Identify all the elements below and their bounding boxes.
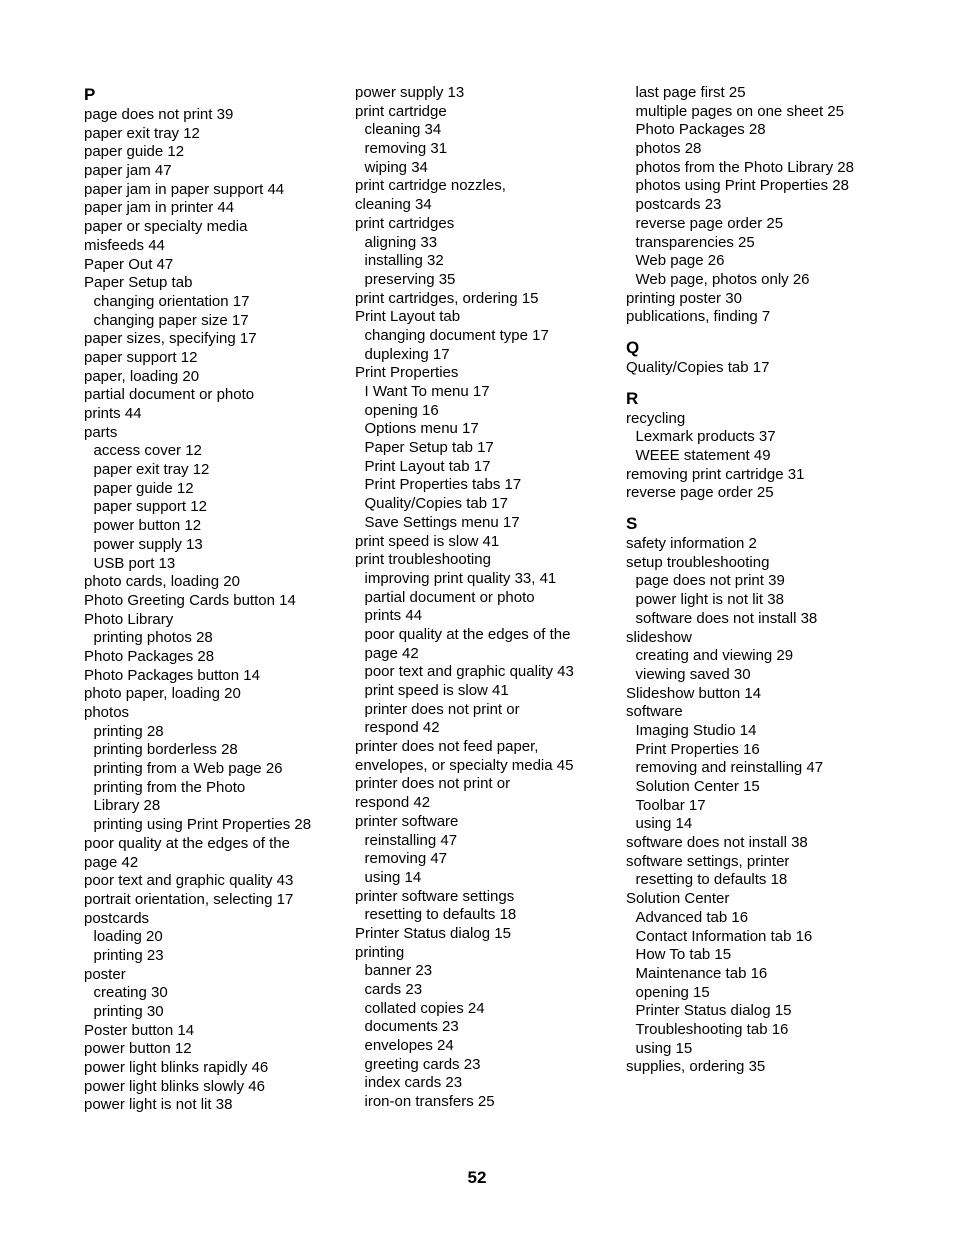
index-entry: page 42	[84, 853, 139, 871]
index-entry: page does not print 39	[84, 106, 234, 123]
index-entry: power light blinks rapidly 46	[84, 1059, 269, 1077]
index-subentry: Imaging Studio 14	[635, 721, 757, 739]
index-section-letter: S	[626, 514, 638, 534]
index-entry: portrait orientation, selecting 17	[84, 890, 294, 908]
index-entry: publications, finding 7	[626, 308, 771, 326]
index-subentry: Web page 26	[635, 252, 725, 270]
index-entry: Photo Greeting Cards button 14	[84, 591, 296, 609]
index-subentry: opening 16	[364, 401, 439, 419]
index-subentry: Photo Packages 28	[635, 121, 766, 139]
index-entry: print speed is slow 41	[355, 532, 500, 550]
index-column-3	[626, 84, 926, 1077]
index-entry: photo cards, loading 20	[84, 573, 240, 591]
index-subentry: printing 28	[93, 722, 164, 740]
index-subentry: prints 44	[364, 607, 423, 625]
index-subentry: iron-on transfers 25	[364, 1093, 495, 1111]
index-entry: supplies, ordering 35	[626, 1058, 766, 1076]
index-subentry: removing and reinstalling 47	[635, 759, 824, 777]
index-entry: print cartridges	[355, 214, 455, 232]
index-subentry: poor quality at the edges of the	[364, 625, 571, 643]
index-entry: printer does not feed paper,	[355, 738, 539, 756]
index-subentry: paper guide 12	[93, 479, 194, 497]
index-subentry: transparencies 25	[635, 233, 755, 251]
index-entry: paper guide 12	[84, 143, 185, 161]
index-subentry: paper support 12	[93, 498, 207, 516]
index-entry: power supply 13	[355, 84, 465, 101]
index-subentry: page does not print 39	[635, 572, 785, 590]
index-entry: power light blinks slowly 46	[84, 1077, 265, 1095]
index-entry: slideshow	[626, 628, 692, 646]
index-entry: power light is not lit 38	[84, 1096, 233, 1114]
index-subentry: printing photos 28	[93, 629, 213, 647]
index-subentry: reverse page order 25	[635, 214, 784, 232]
index-subentry: printer does not print or	[364, 700, 520, 718]
index-entry: printer software	[355, 812, 459, 830]
index-entry: software settings, printer	[626, 852, 790, 870]
index-subentry: reinstalling 47	[364, 831, 458, 849]
index-subentry: respond 42	[364, 719, 440, 737]
index-entry: Photo Packages button 14	[84, 666, 260, 684]
index-subentry: Contact Information tab 16	[635, 927, 813, 945]
index-subentry: using 14	[364, 868, 422, 886]
index-entry: print cartridge nozzles,	[355, 177, 506, 195]
index-subentry: Print Properties tabs 17	[364, 476, 522, 494]
index-entry: Poster button 14	[84, 1021, 195, 1039]
index-subentry: creating 30	[93, 984, 168, 1002]
index-entry: poster	[84, 965, 126, 983]
index-subentry: Printer Status dialog 15	[635, 1002, 792, 1020]
index-subentry: printing 30	[93, 1003, 164, 1020]
index-subentry: photos 28	[635, 140, 702, 158]
index-entry: removing print cartridge 31	[626, 465, 805, 483]
index-entry: safety information 2	[626, 535, 757, 553]
index-subentry: Solution Center 15	[635, 778, 760, 795]
index-entry: Photo Library	[84, 610, 174, 628]
index-subentry: loading 20	[93, 928, 163, 946]
index-subentry: paper exit tray 12	[93, 461, 210, 479]
index-section-letter: P	[84, 85, 96, 104]
index-entry: partial document or photo	[84, 386, 255, 404]
index-subentry: How To tab 15	[635, 946, 732, 964]
index-subentry: improving print quality 33, 41	[364, 569, 557, 587]
index-subentry: viewing saved 30	[635, 665, 751, 683]
index-section-letter: Q	[626, 337, 640, 357]
index-subentry: last page first 25	[635, 84, 746, 101]
index-subentry: printing 23	[93, 946, 164, 964]
index-subentry: page 42	[364, 644, 419, 662]
index-subentry: wiping 34	[364, 158, 428, 176]
index-subentry: aligning 33	[364, 233, 438, 251]
index-subentry: collated copies 24	[364, 999, 485, 1017]
index-subentry: printing borderless 28	[93, 741, 238, 759]
index-subentry: Library 28	[93, 797, 161, 815]
index-entry: Slideshow button 14	[626, 684, 762, 702]
index-entry: paper, loading 20	[84, 367, 200, 385]
index-subentry: changing orientation 17	[93, 292, 250, 310]
index-entry: software does not install 38	[626, 834, 808, 852]
index-subentry: partial document or photo	[364, 588, 535, 606]
index-entry: paper sizes, specifying 17	[84, 330, 257, 348]
index-subentry: cleaning 34	[364, 121, 442, 139]
index-subentry: removing 31	[364, 140, 448, 158]
index-entry: poor quality at the edges of the	[84, 834, 290, 852]
index-entry: misfeeds 44	[84, 236, 165, 254]
index-subentry: envelopes 24	[364, 1037, 454, 1055]
index-subentry: Troubleshooting tab 16	[635, 1020, 789, 1038]
index-subentry: removing 47	[364, 850, 448, 868]
index-subentry: Print Layout tab 17	[364, 457, 491, 475]
index-subentry: power supply 13	[93, 535, 203, 553]
index-subentry: creating and viewing 29	[635, 647, 794, 665]
index-entry: paper jam in paper support 44	[84, 180, 285, 198]
index-subentry: printing using Print Properties 28	[93, 816, 312, 834]
index-entry: photos	[84, 704, 130, 721]
index-entry: printing poster 30	[626, 289, 742, 307]
index-entry: prints 44	[84, 405, 142, 422]
index-subentry: Paper Setup tab 17	[364, 439, 494, 457]
index-entry: Quality/Copies tab 17	[626, 358, 770, 376]
index-subentry: photos using Print Properties 28	[635, 177, 849, 195]
index-entry: respond 42	[355, 794, 431, 812]
index-subentry: index cards 23	[364, 1074, 463, 1092]
index-subentry: changing document type 17	[364, 326, 549, 344]
index-entry: power button 12	[84, 1040, 192, 1058]
index-column-2	[355, 84, 620, 1112]
index-subentry: power button 12	[93, 517, 202, 535]
page-number: 52	[467, 1168, 487, 1187]
index-entry: Paper Setup tab	[84, 274, 193, 292]
index-entry: envelopes, or specialty media 45	[355, 756, 574, 774]
index-subentry: Web page, photos only 26	[635, 270, 810, 288]
index-subentry: Save Settings menu 17	[364, 513, 520, 531]
index-subentry: printing from the Photo	[93, 778, 246, 796]
index-column-1	[84, 84, 349, 1115]
index-subentry: I Want To menu 17	[364, 383, 490, 400]
index-entry: Solution Center	[626, 890, 730, 908]
index-subentry: Lexmark products 37	[635, 428, 776, 446]
index-entry: printing	[355, 943, 405, 961]
index-subentry: printing from a Web page 26	[93, 760, 283, 778]
index-subentry: greeting cards 23	[364, 1055, 481, 1073]
index-subentry: cards 23	[364, 981, 423, 998]
index-entry: setup troubleshooting	[626, 553, 770, 571]
index-entry: paper exit tray 12	[84, 124, 200, 142]
index-entry: recycling	[626, 409, 686, 427]
index-subentry: print speed is slow 41	[364, 682, 509, 699]
index-subentry: Options menu 17	[364, 420, 479, 438]
index-entry: Photo Packages 28	[84, 647, 215, 665]
index-entry: postcards	[84, 909, 150, 927]
index-subentry: preserving 35	[364, 270, 456, 288]
index-subentry: multiple pages on one sheet 25	[635, 102, 844, 120]
index-entry: paper or specialty media	[84, 218, 248, 236]
index-subentry: poor text and graphic quality 43	[364, 663, 574, 681]
index-entry: Paper Out 47	[84, 255, 174, 273]
index-subentry: using 15	[635, 1039, 693, 1057]
index-entry: paper support 12	[84, 348, 198, 366]
index-entry: paper jam 47	[84, 162, 172, 180]
index-entry: print cartridge	[355, 102, 447, 120]
index-subentry: opening 15	[635, 983, 710, 1001]
index-subentry: power light is not lit 38	[635, 591, 784, 609]
index-entry: cleaning 34	[355, 196, 432, 214]
index-subentry: installing 32	[364, 252, 444, 270]
index-entry: Print Properties	[355, 364, 459, 382]
index-subentry: WEEE statement 49	[635, 447, 771, 464]
index-subentry: Quality/Copies tab 17	[364, 495, 508, 513]
index-subentry: software does not install 38	[635, 609, 818, 627]
index-subentry: duplexing 17	[364, 345, 450, 363]
index-entry: parts	[84, 423, 118, 441]
index-entry: Printer Status dialog 15	[355, 924, 511, 942]
index-subentry: Toolbar 17	[635, 796, 706, 814]
index-entry: paper jam in printer 44	[84, 199, 235, 217]
index-subentry: Advanced tab 16	[635, 908, 749, 926]
index-entry: poor text and graphic quality 43	[84, 872, 294, 890]
index-subentry: USB port 13	[93, 554, 176, 572]
index-subentry: Maintenance tab 16	[635, 964, 768, 982]
index-entry: reverse page order 25	[626, 484, 774, 502]
index-entry: printer does not print or	[355, 775, 511, 793]
index-subentry: access cover 12	[93, 442, 202, 460]
index-subentry: banner 23	[364, 962, 433, 980]
index-entry: photo paper, loading 20	[84, 685, 241, 703]
index-subentry: documents 23	[364, 1018, 459, 1036]
index-subentry: photos from the Photo Library 28	[635, 158, 854, 176]
index-entry: print cartridges, ordering 15	[355, 289, 539, 307]
index-subentry: postcards 23	[635, 196, 722, 214]
index-entry: Print Layout tab	[355, 308, 461, 326]
index-subentry: resetting to defaults 18	[635, 871, 788, 889]
index-entry: software	[626, 703, 683, 721]
index-entry: print troubleshooting	[355, 551, 491, 569]
index-subentry: resetting to defaults 18	[364, 906, 517, 924]
index-subentry: changing paper size 17	[93, 311, 249, 329]
index-subentry: using 14	[635, 815, 693, 833]
index-entry: printer software settings	[355, 887, 515, 905]
index-subentry: Print Properties 16	[635, 740, 760, 758]
index-section-letter: R	[626, 388, 639, 408]
